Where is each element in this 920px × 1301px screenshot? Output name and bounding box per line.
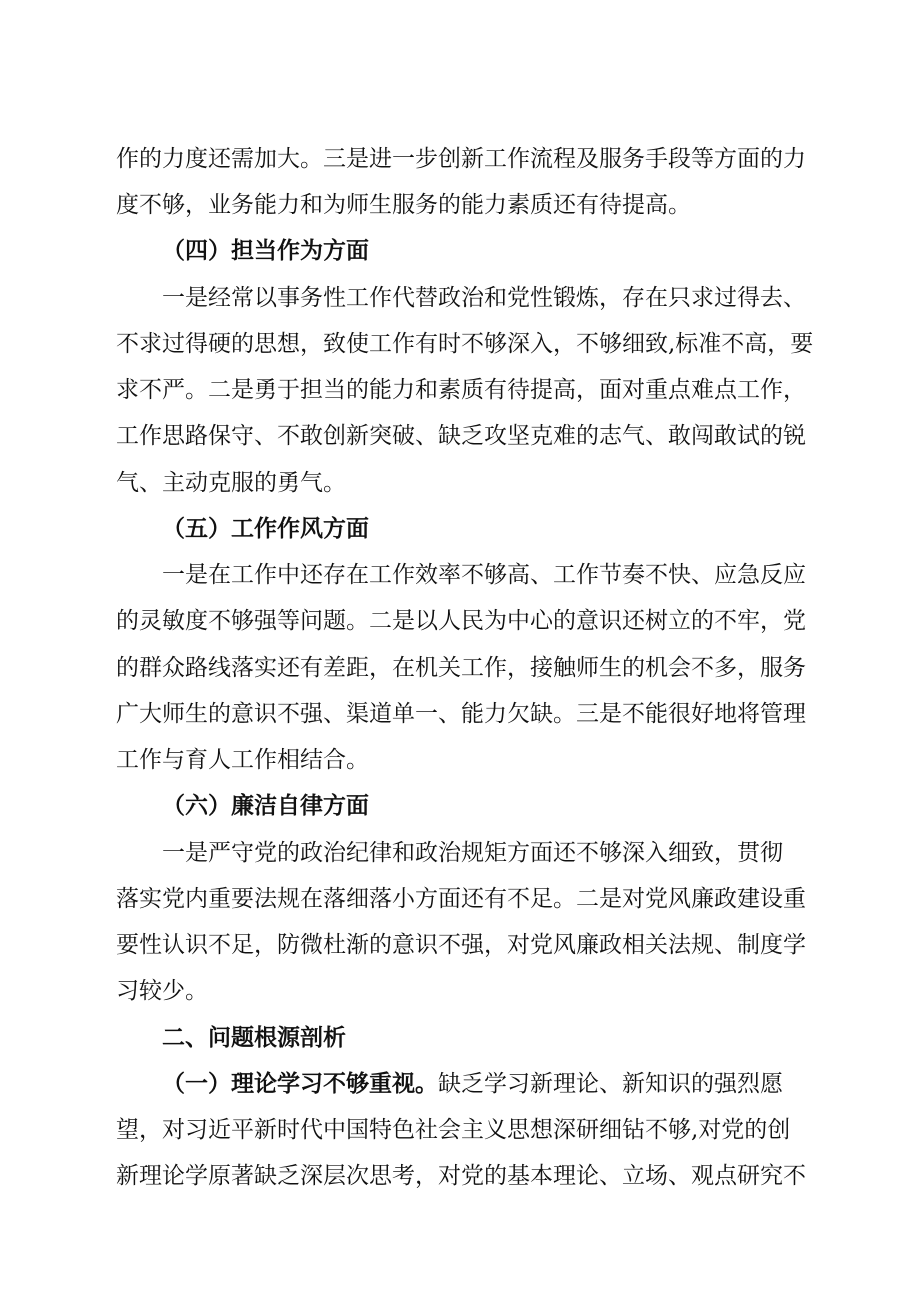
chapter-heading-two: 二、问题根源剖析: [162, 1024, 346, 1051]
paragraph-line: 气、主动克服的勇气。: [116, 470, 346, 496]
paragraph-line: 要性认识不足，防微杜渐的意识不强，对党风廉政相关法规、制度学: [116, 932, 806, 958]
paragraph-line: 广大师生的意识不强、渠道单一、能力欠缺。三是不能很好地将管理: [116, 701, 806, 727]
paragraph-line: 求不严。二是勇于担当的能力和素质有待提高，面对重点难点工作，: [116, 377, 806, 403]
paragraph-line: 作的力度还需加大。三是进一步创新工作流程及服务手段等方面的力: [116, 146, 806, 172]
paragraph-line: 度不够，业务能力和为师生服务的能力素质还有待提高。: [116, 192, 691, 218]
paragraph-line: 落实党内重要法规在落细落小方面还有不足。二是对党风廉政建设重: [116, 886, 806, 912]
inline-text: 缺乏学习新理论、新知识的强烈愿: [438, 1071, 783, 1097]
paragraph-line: 工作与育人工作相结合。: [116, 747, 369, 773]
paragraph-line: [162, 1061, 862, 1107]
paragraph-line: 一是在工作中还存在工作效率不够高、工作节奏不快、应急反应: [162, 562, 806, 588]
paragraph-line: 的群众路线落实还有差距，在机关工作，接触师生的机会不多，服务: [116, 655, 806, 681]
paragraph-line: 不求过得硬的思想，致使工作有时不够深入，不够细致,标准不高，要: [116, 331, 814, 357]
paragraph-line: 新理论学原著缺乏深层次思考，对党的基本理论、立场、观点研究不: [116, 1163, 806, 1189]
paragraph-line: 习较少。: [116, 978, 208, 1004]
section-heading-four: （四）担当作为方面: [162, 237, 369, 264]
inline-bold-heading: （一）理论学习不够重视。: [162, 1070, 438, 1097]
paragraph-line: 一是经常以事务性工作代替政治和党性锻炼，存在只求过得去、: [162, 285, 806, 311]
paragraph-line: 的灵敏度不够强等问题。二是以人民为中心的意识还树立的不牢，党: [116, 608, 806, 634]
paragraph-line: 望，对习近平新时代中国特色社会主义思想深研细钻不够,对党的创: [116, 1117, 791, 1143]
paragraph-line: 工作思路保守、不敢创新突破、缺乏攻坚克难的志气、敢闯敢试的锐: [116, 423, 806, 449]
paragraph-line: 一是严守党的政治纪律和政治规矩方面还不够深入细致，贯彻: [162, 840, 783, 866]
section-heading-six: （六）廉洁自律方面: [162, 792, 369, 819]
section-heading-five: （五）工作作风方面: [162, 515, 369, 542]
